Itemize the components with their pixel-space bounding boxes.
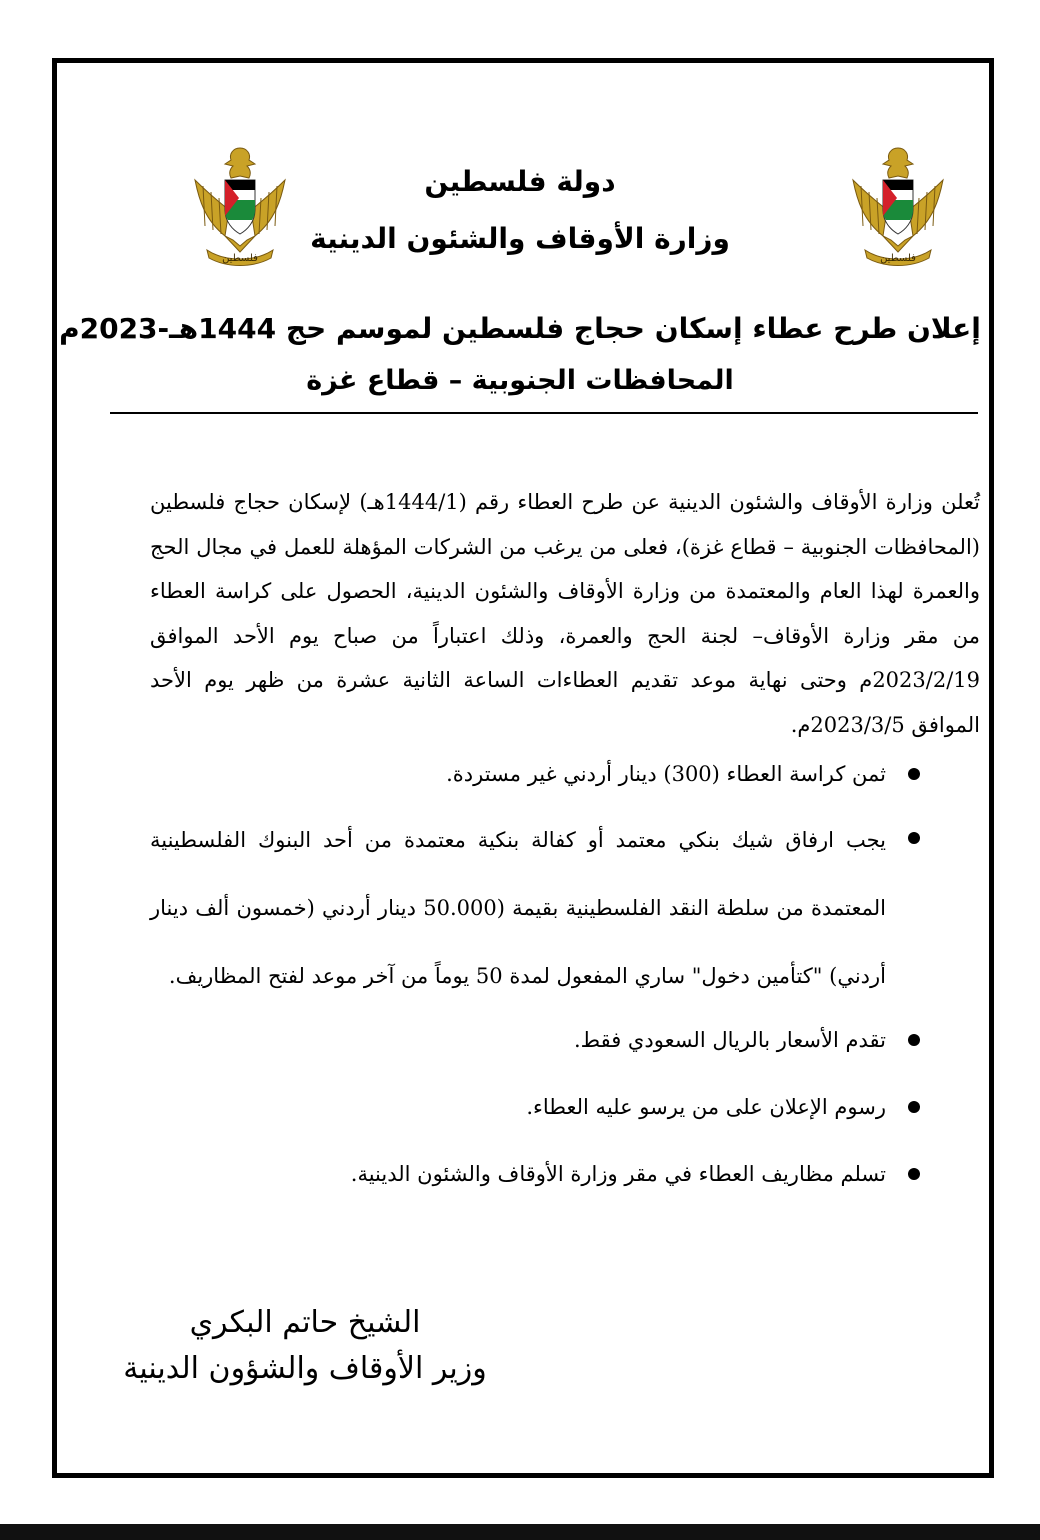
signatory-name: الشيخ حاتم البكري	[189, 1305, 421, 1340]
bullet-icon	[908, 1168, 920, 1180]
bullet-icon	[908, 1034, 920, 1046]
ministry-name: وزارة الأوقاف والشئون الدينية	[310, 222, 730, 255]
bullet-icon	[908, 832, 920, 844]
list-item-text: ثمن كراسة العطاء (300) دينار أردني غير مستردة.	[446, 762, 886, 786]
announcement-title: إعلان طرح عطاء إسكان حجاج فلسطين لموسم حج 1444هـ-2023م	[59, 312, 981, 345]
list-item	[150, 806, 920, 1010]
bullet-icon	[908, 768, 920, 780]
list-item	[150, 752, 920, 796]
signatory-position: وزير الأوقاف والشؤون الدينية	[123, 1351, 487, 1386]
bottom-edge-strip	[0, 1524, 1040, 1540]
title-divider	[110, 412, 978, 414]
state-name: دولة فلسطين	[424, 165, 616, 198]
list-item-text: رسوم الإعلان على من يرسو عليه العطاء.	[526, 1095, 886, 1119]
bullet-icon	[908, 1101, 920, 1113]
list-item-text: تسلم مظاريف العطاء في مقر وزارة الأوقاف والشئون الدينية.	[350, 1162, 886, 1186]
emblem-text: فلسطين	[222, 253, 258, 264]
list-item-text: يجب ارفاق شيك بنكي معتمد أو كفالة بنكية معتمدة من أحد البنوك الفلسطينية المعتمدة من سلطة النقد الفلسطينية بقيمة (50.000 دينار أردني (خمسون ألف دينار أردني) "كتأمين دخول" ساري المفعول لمدة 50 يوماً من آخر موعد لفتح المظاريف.	[150, 828, 886, 988]
list-item-text: تقدم الأسعار بالريال السعودي فقط.	[573, 1028, 886, 1052]
signature-block	[100, 1300, 510, 1392]
announcement-paragraph: تُعلن وزارة الأوقاف والشئون الدينية عن طرح العطاء رقم (1444/1هـ) لإسكان حجاج فلسطين (المحافظات الجنوبية – قطاع غزة)، فعلى من يرغب من الشركات المؤهلة للعمل في مجال الحج والعمرة لهذا العام والمعتمدة من وزارة الأوقاف والشئون الدينية، الحصول على كراسة العطاء من مقر وزارة الأوقاف– لجنة الحج والعمرة، وذلك اعتباراً من صباح يوم الأحد الموافق 2023/2/19م وحتى نهاية موعد تقديم العطاءات الساعة الثانية عشرة من ظهر يوم الأحد الموافق 2023/3/5م.	[150, 490, 981, 737]
emblem-text: فلسطين	[880, 253, 916, 264]
list-item	[150, 1085, 920, 1129]
list-item	[150, 1018, 920, 1062]
announcement-subtitle: المحافظات الجنوبية – قطاع غزة	[306, 365, 734, 396]
list-item	[150, 1152, 920, 1196]
